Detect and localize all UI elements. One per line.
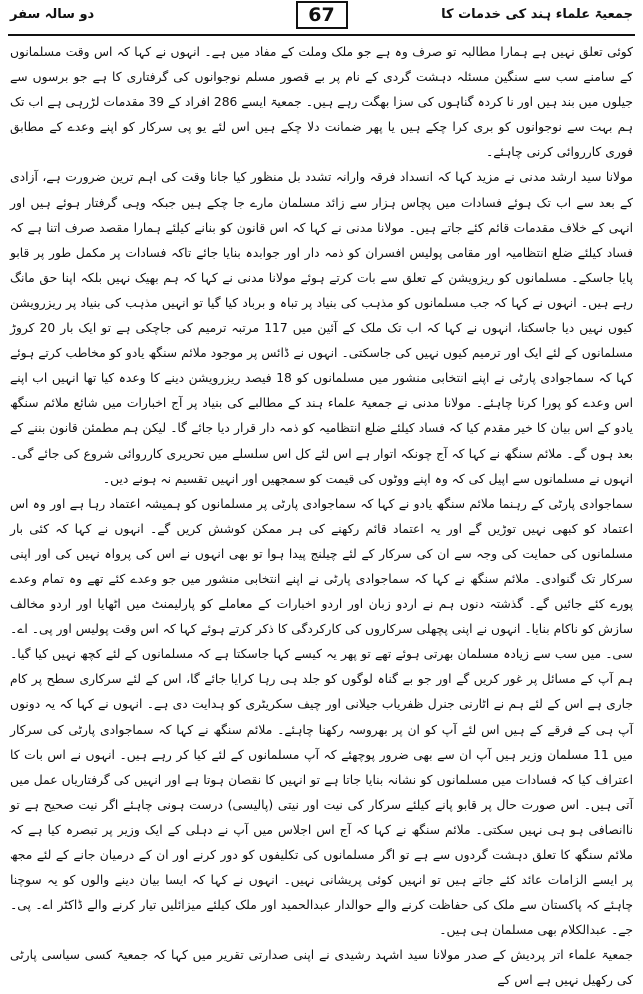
page-number-box: 67 — [296, 1, 348, 29]
body-text — [8, 36, 635, 994]
running-head-book-title: دو سالہ سفر — [10, 7, 95, 22]
paragraph: جمعیۃ علماء اتر پردیش کے صدر مولانا سید اشہد رشیدی نے اپنی صدارتی تقریر میں کہا کہ جمعیۃ کسی سیاسی پارٹی کی رکھیل نہیں ہے اس کے — [10, 948, 633, 988]
paragraph: مولانا سید ارشد مدنی نے مزید کہا کہ انسداد فرقہ وارانہ تشدد بل منظور کیا جانا وقت کی اہم ترین ضرورت ہے، آزادی کے بعد سے اب تک ہوئے فسادات میں پچاس ہزار سے زائد مسلمان مارے جا چکے ہیں جبکہ وہی گرفتار ہوئے ہیں اور انہی کے خلاف مقدمات قائم کئے جاتے ہیں۔ مولانا مدنی نے کہا کہ اس قانون کو بنانے کیلئے ہمارا مقصد صرف اتنا ہے کہ فساد کیلئے ضلع انتظامیہ اور مقامی پولیس افسران کو ذمہ دار اور جوابدہ بنایا جائے تاکہ فسادات پر مکمل طور پر قابو پایا جاسکے۔ مسلمانوں کو ریزویشن کے تعلق سے بات کرتے ہوئے مولانا مدنی نے کہا کہ ہم بھیک نہیں بلکہ اپنا حق مانگ رہے ہیں۔ انہوں نے کہا کہ جب مسلمانوں کو مذہب کی بنیاد پر تباہ و برباد کیا گیا تو انہیں مذہب کی بنیاد پر ریزرویشن کیوں نہیں دیا جاسکتا، انہوں نے کہا کہ اب تک ملک کے آئین میں 117 مرتبہ ترمیم کی جاچکی ہے تو ایک بار 20 کروڑ مسلمانوں کے لئے ایک اور ترمیم کیوں نہیں کی جاسکتی۔ انہوں نے ڈائس پر موجود ملائم سنگھ یادو کو مخاطب کرتے ہوئے کہا کہ سماجوادی پارٹی نے اپنے انتخابی منشور میں مسلمانوں کو 18 فیصد ریزرویشن دینے کا وعدہ کیا تھا انہیں اب اپنے اس وعدے کو پورا کرنا چاہئے۔ مولانا مدنی نے جمعیۃ علماء ہند کے مطالبے کی بنیاد پر آج اخبارات میں شائع ملائم سنگھ یادو کے اس بیان کا خیر مقدم کیا کہ فساد کیلئے ضلع انتظامیہ کو ذمہ دار قرار دیا جائے گا۔ لیکن ہم مطمئن قانون بننے کے بعد ہوں گے۔ ملائم سنگھ نے کہا کہ آج چونکہ اتوار ہے اس لئے کل اس سلسلے میں تحریری کارروائی شروع کی جائے گی۔ انہوں نے مسلمانوں سے اپیل کی کہ وہ اپنے ووٹوں کی قیمت کو سمجھیں اور انہیں تقسیم نہ ہونے دیں۔ — [10, 170, 633, 486]
paragraph: کوئی تعلق نہیں ہے ہمارا مطالبہ تو صرف وہ ہے جو ملک وملت کے مفاد میں ہے۔ انہوں نے کہا کہ اس وقت مسلمانوں کے سامنے سب سے سنگین مسئلہ دہشت گردی کے نام پر بے قصور مسلم نوجوانوں کی گرفتاری کا ہے جو برسوں سے جیلوں میں بند ہیں اور نا کردہ گناہوں کی سزا بھگت رہے ہیں۔ جمعیۃ ایسے 286 افراد کے 39 مقدمات لڑرہی ہے اب تک ہم بہت سے نوجوانوں کو بری کرا چکے ہیں یا پھر ضمانت دلا چکے ہیں اس لئے یو پی سرکار کو اپنے وعدے کے مطابق فوری کارروائی کرنی چاہئے۔ — [10, 45, 633, 160]
running-head-title: جمعیۃ علماء ہند کی خدمات کا — [441, 7, 633, 22]
page-header — [8, 0, 635, 36]
paragraph: سماجوادی پارٹی کے رہنما ملائم سنگھ یادو نے کہا کہ سماجوادی پارٹی پر مسلمانوں کو ہمیشہ اعتماد رہا ہے اور وہ اس اعتماد کو کبھی نہیں توڑیں گے اور یہ اعتماد قائم رکھنے کی ہر ممکن کوشش کریں گے۔ انہوں نے کہا کہ کئی بار مسلمانوں کی حمایت کی وجہ سے ان کی سرکار کے لئے چیلنج پیدا ہوا تو بھی انہوں نے اس کی پرواہ نہیں کی اور اپنی سرکار تک گنوادی۔ ملائم سنگھ نے کہا کہ سماجوادی پارٹی نے اپنے انتخابی منشور میں جو وعدے کئے تھے وہ تمام وعدے پورے کئے جائیں گے۔ گذشتہ دنوں ہم نے اردو زبان اور اردو اخبارات کے معاملے کو پارلیمنٹ میں اٹھایا اور اردو مخالف سازش کو ناکام بنایا۔ انہوں نے اپنی پچھلی سرکاروں کی کارکردگی کا ذکر کرتے ہوئے کہا کہ اس وقت پولیس اور پی۔ اے۔ سی۔ میں سب سے زیادہ مسلمان بھرتی ہوئے تھے تو پھر یہ کیسے کہا جاسکتا ہے کہ مسلمانوں کے لئے کچھ نہیں کیا گیا۔ ہم آپ کے مسائل پر غور کریں گے اور جو بے گناہ لوگوں کو جلد ہی رہا کرایا جائے گا، اس کے لئے سرکاری سطح پر کام جاری ہے اس کے لئے ہم نے اٹارنی جنرل ظفریاب جیلانی اور چیف سکریٹری کو ہدایت دی ہے۔ انہوں نے کہا کہ یہ دونوں آپ ہی کے فرقے کے ہیں اس لئے آپ کو ان پر بھروسہ رکھنا چاہئے۔ ملائم سنگھ نے کہا کہ سماجوادی پارٹی کی سرکار میں 11 مسلمان وزیر ہیں آپ ان سے بھی ضرور پوچھئے کہ آپ مسلمانوں کے لئے کیا کر رہے ہیں۔ انہوں نے اس بات کا اعتراف کیا کہ فسادات میں مسلمانوں کو نشانہ بنایا جاتا ہے تو انہیں کا نقصان ہوتا ہے اور انہیں کی گرفتاریاں عمل میں آتی ہیں۔ اس صورت حال پر قابو پانے کیلئے سرکار کی نیت اور نیتی (پالیسی) درست ہونی چاہئے اگر نیت صحیح ہے تو ناانصافی ہو ہی نہیں سکتی۔ ملائم سنگھ نے کہا کہ آج اس اجلاس میں آپ نے دہلی کے ایک وزیر پر تبصرہ کیا ہے کہ ملائم سنگھ کا تعلق دہشت گردوں سے ہے تو اگر مسلمانوں کی تکلیفوں کو دور کرنے اور ان کے درمیان جانے کے لئے مجھ پر ایسے الزامات عائد کئے جاتے ہیں تو انہیں کوئی پریشانی نہیں۔ انہوں نے کہا کہ ایسا بیان دینے والوں کو یہ سوچنا چاہئے کہ پاکستان سے ملک کی حفاظت کرنے والے حوالدار عبدالحمید اور ملک کیلئے میزائلیں تیار کرنے والے ڈاکٹر اے۔ پی۔ جے۔ عبدالکلام بھی مسلمان ہی ہیں۔ — [10, 496, 633, 938]
